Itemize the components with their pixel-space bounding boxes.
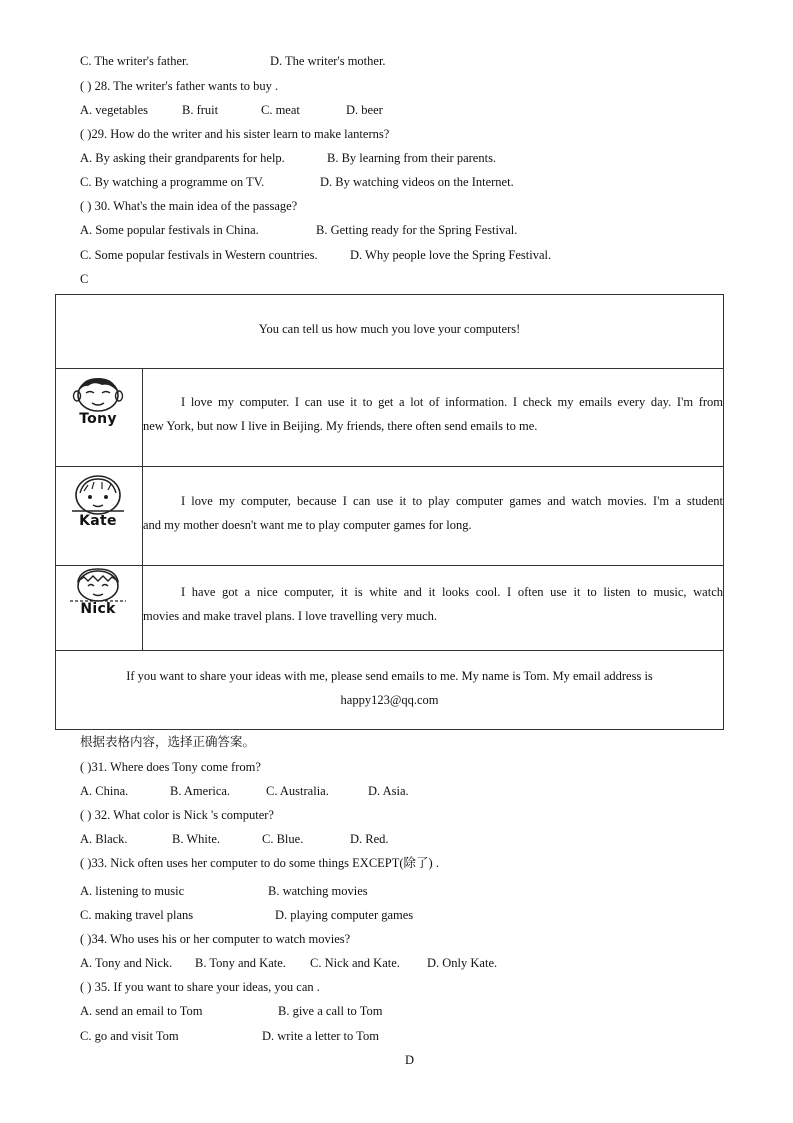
table-footer-line1: If you want to share your ideas with me, please send emails to me. My name is Tom. My email address is	[126, 669, 653, 683]
q30-question: ( ) 30. What's the main idea of the passage?	[80, 199, 298, 213]
table-divider	[56, 650, 723, 651]
q30-option-c: C. Some popular festivals in Western countries.	[80, 248, 318, 262]
q31-question: ( )31. Where does Tony come from?	[80, 760, 261, 774]
q33-option-c: C. making travel plans	[80, 908, 194, 922]
q30-option-d: D. Why people love the Spring Festival.	[350, 248, 552, 262]
q34-option-c: C. Nick and Kate.	[310, 956, 400, 970]
q28-option-b: B. fruit	[182, 103, 219, 117]
q28-question: ( ) 28. The writer's father wants to buy .	[80, 79, 279, 93]
q35-option-d: D. write a letter to Tom	[262, 1029, 379, 1043]
q29-option-c: C. By watching a programme on TV.	[80, 175, 265, 189]
table-divider	[56, 368, 723, 369]
kate-comment-line1: I love my computer, because I can use it to play computer games and watch movies. I'm a student	[181, 494, 723, 508]
q30-option-a: A. Some popular festivals in China.	[80, 223, 259, 237]
q31-option-c: C. Australia.	[266, 784, 329, 798]
q28-option-d: D. beer	[346, 103, 383, 117]
q35-option-a: A. send an email to Tom	[80, 1004, 203, 1018]
q32-option-a: A. Black.	[80, 832, 128, 846]
nick-comment	[143, 580, 723, 628]
kate-comment	[143, 489, 723, 537]
q29-option-d: D. By watching videos on the Internet.	[320, 175, 514, 189]
q31-option-d: D. Asia.	[368, 784, 409, 798]
q27-option-d: D. The writer's mother.	[270, 54, 386, 68]
nick-comment-line1: I have got a nice computer, it is white and it looks cool. I often use it to listen to music, watch	[181, 585, 723, 599]
boy-face-icon	[66, 375, 130, 413]
q28-option-a: A. vegetables	[80, 103, 149, 117]
tony-comment	[143, 390, 723, 438]
q32-option-d: D. Red.	[350, 832, 389, 846]
q35-option-b: B. give a call to Tom	[278, 1004, 383, 1018]
q30-option-b: B. Getting ready for the Spring Festival.	[316, 223, 518, 237]
q34-option-d: D. Only Kate.	[427, 956, 498, 970]
tony-name: Tony	[79, 411, 117, 427]
q27-option-c: C. The writer's father.	[80, 54, 189, 68]
kate-avatar	[58, 473, 138, 529]
q31-option-b: B. America.	[170, 784, 231, 798]
q34-option-b: B. Tony and Kate.	[195, 956, 286, 970]
girl-face-icon	[66, 473, 130, 515]
q35-option-c: C. go and visit Tom	[80, 1029, 179, 1043]
q32-option-c: C. Blue.	[262, 832, 304, 846]
tony-avatar	[58, 375, 138, 427]
nick-name: Nick	[80, 601, 116, 617]
instruction: 根据表格内容，选择正确答案。	[80, 734, 256, 749]
table-divider	[56, 466, 723, 467]
section-c-label: C	[80, 272, 89, 286]
q29-option-a: A. By asking their grandparents for help.	[80, 151, 285, 165]
boy-face-icon	[66, 567, 130, 603]
q31-option-a: A. China.	[80, 784, 129, 798]
nick-avatar	[58, 567, 138, 617]
q33-option-d: D. playing computer games	[275, 908, 414, 922]
tony-comment-line2: new York, but now I live in Beijing. My friends, there often send emails to me.	[143, 419, 538, 433]
computer-love-table	[55, 294, 724, 730]
q34-question: ( )34. Who uses his or her computer to watch movies?	[80, 932, 351, 946]
q28-option-c: C. meat	[261, 103, 300, 117]
section-d-label: D	[405, 1053, 415, 1067]
q34-option-a: A. Tony and Nick.	[80, 956, 173, 970]
q29-option-b: B. By learning from their parents.	[327, 151, 497, 165]
table-footer-email: happy123@qq.com	[340, 693, 439, 707]
q33-option-a: A. listening to music	[80, 884, 185, 898]
nick-comment-line2: movies and make travel plans. I love travelling very much.	[143, 609, 438, 623]
q35-question: ( ) 35. If you want to share your ideas, you can .	[80, 980, 320, 994]
q33-option-b: B. watching movies	[268, 884, 368, 898]
q32-question: ( ) 32. What color is Nick 's computer?	[80, 808, 274, 822]
kate-comment-line2: and my mother doesn't want me to play computer games for long.	[143, 518, 472, 532]
tony-comment-line1: I love my computer. I can use it to get a lot of information. I check my emails every day. I'm from	[181, 395, 723, 409]
kate-name: Kate	[79, 513, 117, 529]
q33-question: ( )33. Nick often uses her computer to do some things EXCEPT(除了) .	[80, 856, 439, 870]
table-divider	[56, 565, 723, 566]
q29-question: ( )29. How do the writer and his sister learn to make lanterns?	[80, 127, 390, 141]
q32-option-b: B. White.	[172, 832, 221, 846]
table-header: You can tell us how much you love your computers!	[258, 322, 521, 336]
